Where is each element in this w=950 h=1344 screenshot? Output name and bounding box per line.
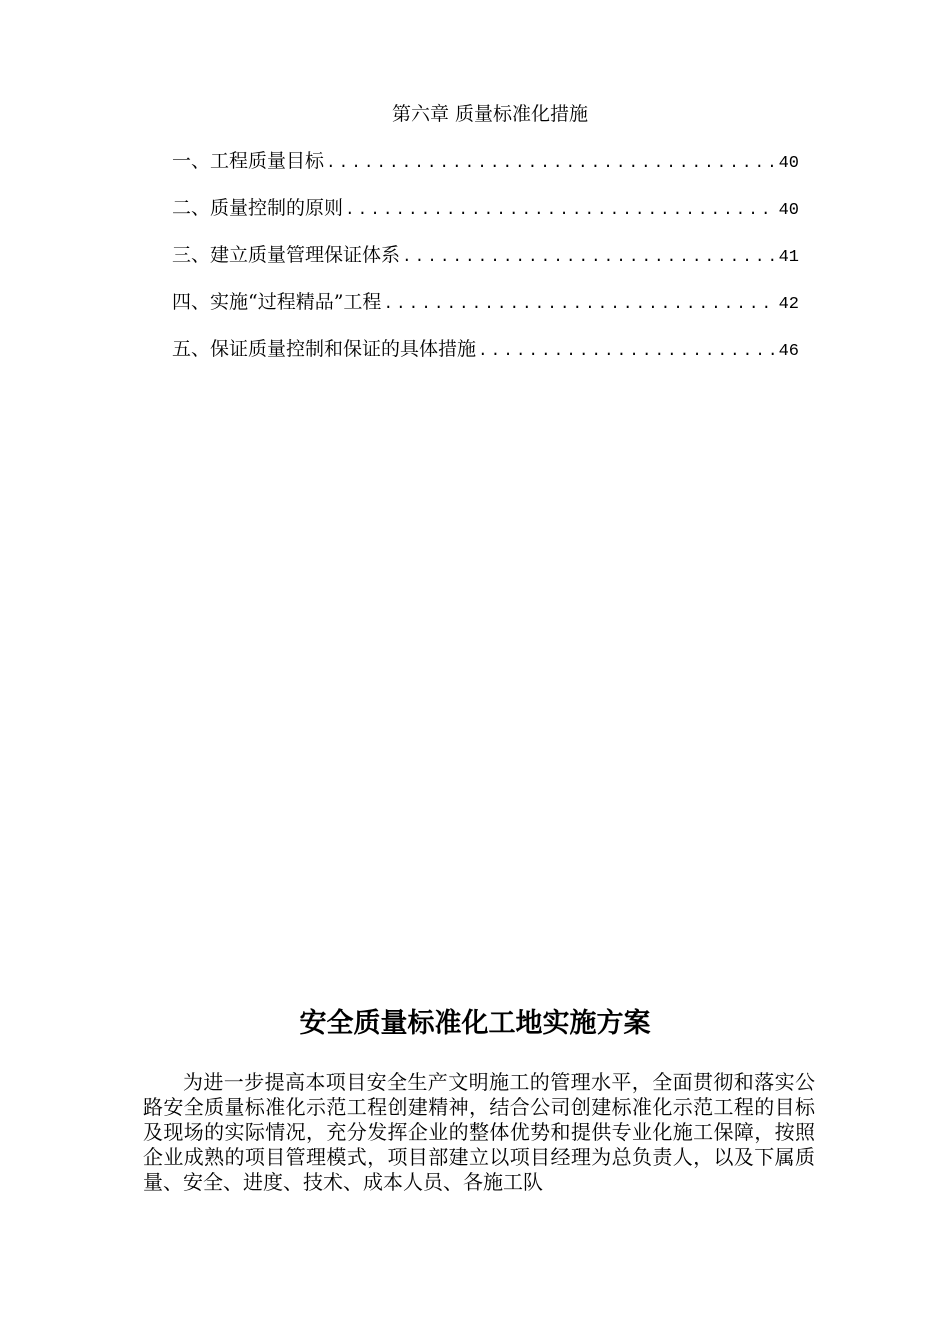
toc-entry-page: 46 xyxy=(778,342,799,361)
toc-entry-page: 40 xyxy=(778,201,799,220)
toc-dot-leader xyxy=(383,289,776,319)
toc-entry[interactable] xyxy=(172,240,799,287)
toc-entry-page: 42 xyxy=(778,295,799,314)
toc-entry[interactable] xyxy=(172,287,799,334)
toc-entry-text: 三、建立质量管理保证体系 xyxy=(172,244,401,266)
toc-entry[interactable] xyxy=(172,193,799,240)
document-title: 安全质量标准化工地实施方案 xyxy=(299,1008,651,1039)
toc-entry[interactable] xyxy=(172,334,799,381)
toc-dot-leader xyxy=(402,242,777,272)
toc-entry-text: 二、质量控制的原则 xyxy=(172,197,344,219)
toc-dot-leader xyxy=(478,336,777,366)
toc-entry-text: 一、工程质量目标 xyxy=(172,150,325,172)
toc-entry-page: 40 xyxy=(778,154,799,173)
toc-dot-leader xyxy=(326,148,777,178)
toc-entry-text: 五、保证质量控制和保证的具体措施 xyxy=(172,338,477,360)
toc-entry-text: 四、实施“过程精品”工程 xyxy=(172,291,382,313)
table-of-contents xyxy=(172,146,799,381)
toc-entry[interactable] xyxy=(172,146,799,193)
toc-chapter-title: 第六章 质量标准化措施 xyxy=(391,103,589,125)
toc-dot-leader xyxy=(345,195,777,225)
toc-entry-page: 41 xyxy=(778,248,799,267)
body-paragraph: 为进一步提高本项目安全生产文明施工的管理水平，全面贯彻和落实公路安全质量标准化示范工程创建精神，结合公司创建标准化示范工程的目标及现场的实际情况，充分发挥企业的整体优势和提供专业化施工保障，按照企业成熟的项目管理模式，项目部建立以项目经理为总负责人，以及下属质量、安全、进度、技术、成本人员、各施工队 xyxy=(143,1070,815,1194)
